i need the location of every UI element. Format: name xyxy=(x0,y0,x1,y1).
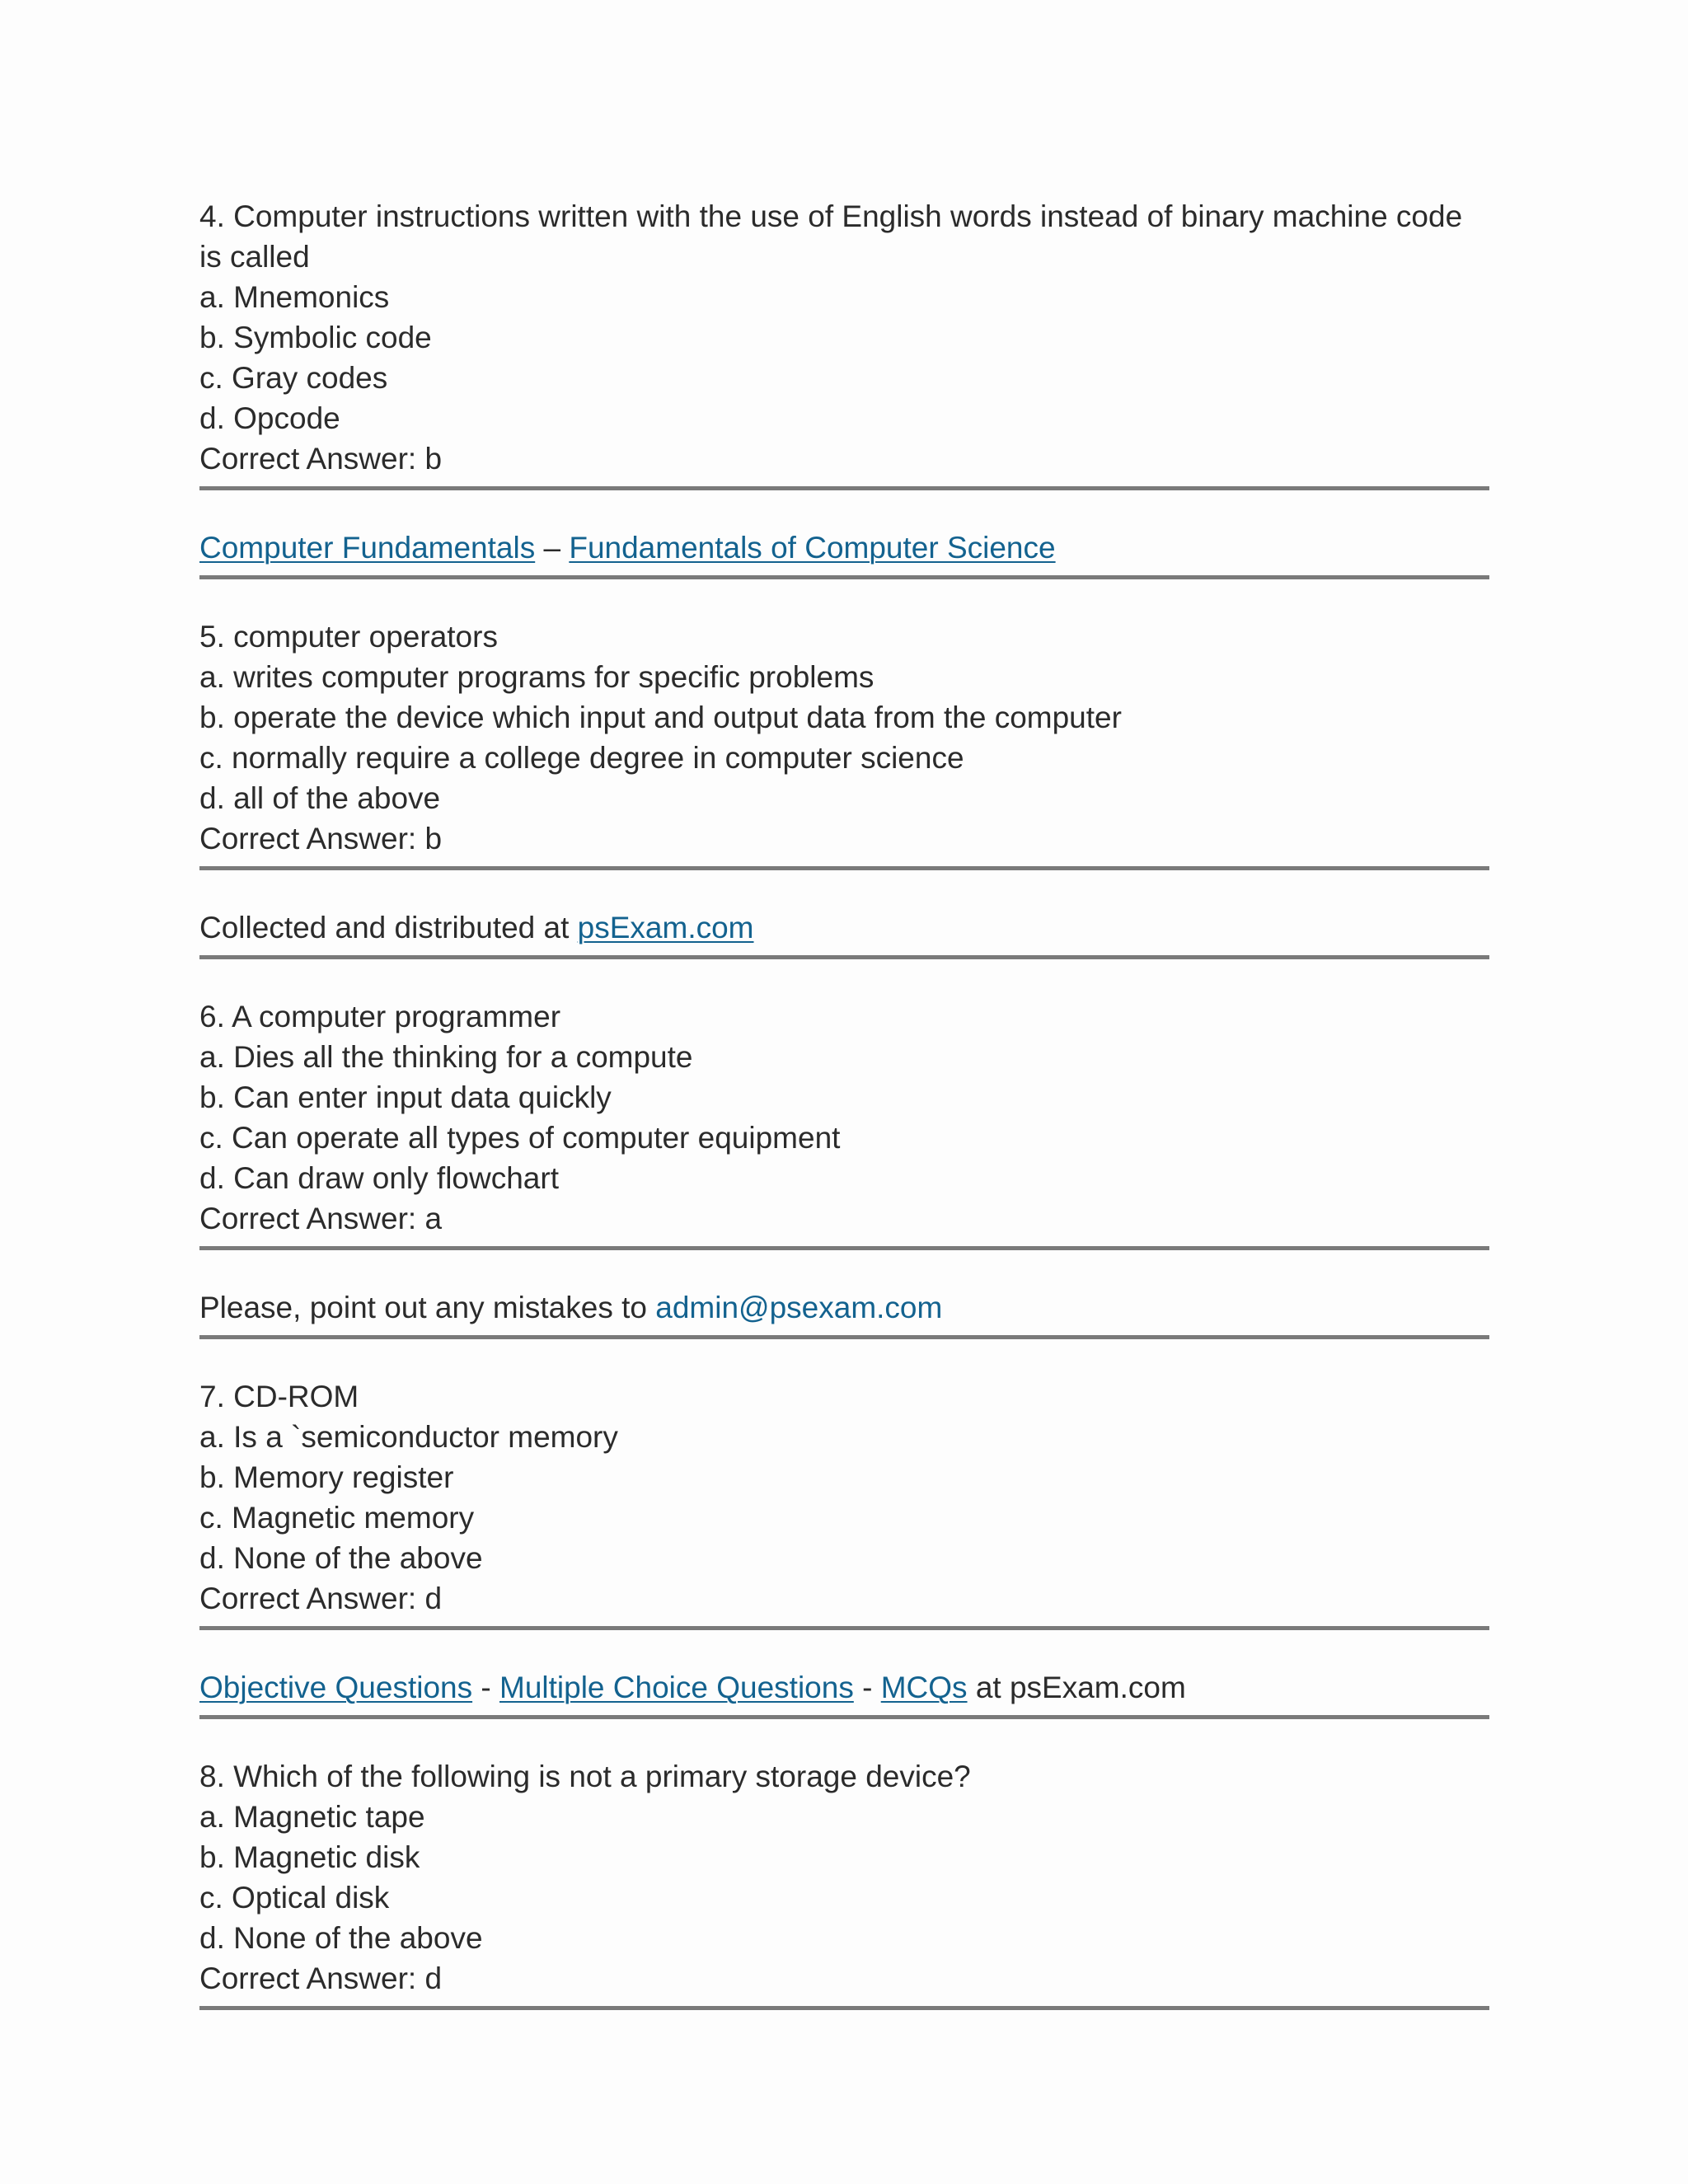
admin-email-link[interactable]: admin@psexam.com xyxy=(655,1291,943,1324)
objective-questions-link[interactable]: Objective Questions xyxy=(199,1671,473,1704)
spacer xyxy=(199,1339,1489,1376)
question-text: 7. CD-ROM xyxy=(199,1380,359,1413)
spacer xyxy=(199,959,1489,996)
correct-answer: Correct Answer: d xyxy=(199,1961,443,1995)
collected-text: Collected and distributed at xyxy=(199,911,578,944)
banner-collected xyxy=(199,907,1489,959)
question-block xyxy=(199,1756,1489,2010)
answer-option: a. Is a `semiconductor memory xyxy=(199,1420,618,1454)
answer-option: d. Opcode xyxy=(199,401,340,435)
answer-option: c. Can operate all types of computer equipment xyxy=(199,1121,841,1155)
correct-answer: Correct Answer: b xyxy=(199,822,443,855)
answer-option: b. Symbolic code xyxy=(199,321,432,354)
answer-option: d. Can draw only flowchart xyxy=(199,1161,559,1195)
banner-fundamentals xyxy=(199,527,1489,579)
spacer xyxy=(199,1250,1489,1287)
answer-option: b. operate the device which input and output data from the computer xyxy=(199,701,1122,734)
correct-answer: Correct Answer: b xyxy=(199,442,443,476)
divider xyxy=(199,2006,1489,2010)
fundamentals-of-computer-science-link[interactable]: Fundamentals of Computer Science xyxy=(569,531,1056,565)
answer-option: a. writes computer programs for specific problems xyxy=(199,660,874,694)
multiple-choice-questions-link[interactable]: Multiple Choice Questions xyxy=(499,1671,854,1704)
mistakes-text: Please, point out any mistakes to xyxy=(199,1291,656,1324)
question-text: 6. A computer programmer xyxy=(199,1000,561,1033)
spacer xyxy=(199,1719,1489,1756)
banner-objective xyxy=(199,1667,1489,1719)
question-block xyxy=(199,996,1489,1250)
answer-option: d. None of the above xyxy=(199,1921,483,1955)
answer-option: c. normally require a college degree in computer science xyxy=(199,741,964,775)
answer-option: a. Magnetic tape xyxy=(199,1800,425,1834)
question-text: 5. computer operators xyxy=(199,620,498,654)
psexam-link[interactable]: psExam.com xyxy=(577,911,754,944)
spacer xyxy=(199,490,1489,527)
spacer xyxy=(199,1630,1489,1667)
document-page xyxy=(199,196,1489,2010)
answer-option: c. Optical disk xyxy=(199,1881,390,1915)
answer-option: b. Can enter input data quickly xyxy=(199,1080,612,1114)
banner-suffix: at psExam.com xyxy=(967,1671,1186,1704)
spacer xyxy=(199,579,1489,616)
computer-fundamentals-link[interactable]: Computer Fundamentals xyxy=(199,531,536,565)
answer-option: c. Gray codes xyxy=(199,361,388,395)
banner-separator: - xyxy=(853,1671,881,1704)
correct-answer: Correct Answer: d xyxy=(199,1582,443,1615)
question-block xyxy=(199,616,1489,870)
question-block xyxy=(199,196,1489,490)
answer-option: a. Dies all the thinking for a compute xyxy=(199,1040,693,1074)
banner-separator: - xyxy=(472,1671,499,1704)
mcqs-link[interactable]: MCQs xyxy=(880,1671,968,1704)
question-block xyxy=(199,1376,1489,1630)
answer-option: d. None of the above xyxy=(199,1541,483,1575)
correct-answer: Correct Answer: a xyxy=(199,1202,443,1235)
spacer xyxy=(199,870,1489,907)
answer-option: b. Memory register xyxy=(199,1460,454,1494)
question-text: 8. Which of the following is not a primary storage device? xyxy=(199,1760,971,1793)
answer-option: c. Magnetic memory xyxy=(199,1501,475,1535)
answer-option: b. Magnetic disk xyxy=(199,1840,420,1874)
answer-option: d. all of the above xyxy=(199,781,441,815)
answer-option: a. Mnemonics xyxy=(199,280,390,314)
banner-mistakes xyxy=(199,1287,1489,1339)
question-text: 4. Computer instructions written with the use of English words instead of binary machine code is called xyxy=(199,199,1463,274)
banner-separator: – xyxy=(535,531,570,565)
